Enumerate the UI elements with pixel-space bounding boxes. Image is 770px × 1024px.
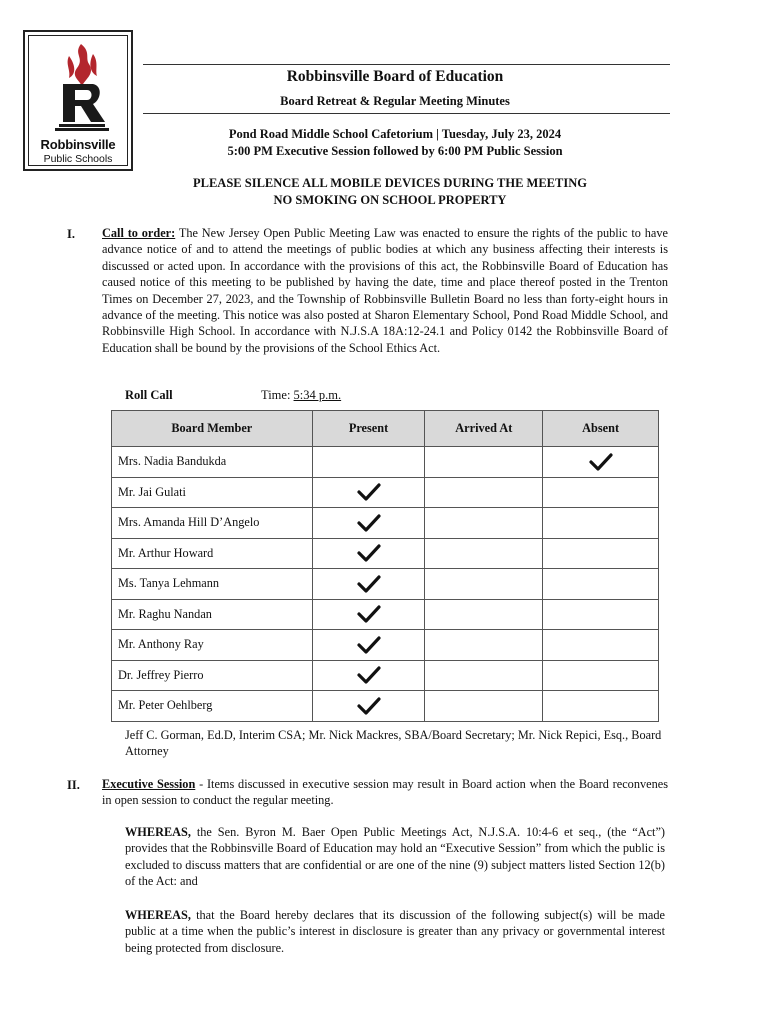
board-member-name: Dr. Jeffrey Pierro (112, 660, 313, 691)
whereas-2-lead: WHEREAS, (125, 908, 191, 922)
arrived-at-cell (425, 447, 543, 478)
executive-session-paragraph (102, 776, 668, 809)
arrived-at-cell (425, 660, 543, 691)
absent-cell (543, 630, 659, 661)
board-member-name: Ms. Tanya Lehmann (112, 569, 313, 600)
column-header-arrived-at: Arrived At (425, 411, 543, 447)
board-member-name: Mrs. Amanda Hill D’Angelo (112, 508, 313, 539)
meeting-notice (110, 175, 670, 209)
absent-cell (543, 508, 659, 539)
roll-call-label: Roll Call (125, 388, 173, 402)
table-row (112, 691, 659, 722)
table-row (112, 569, 659, 600)
arrived-at-cell (425, 599, 543, 630)
absent-cell (543, 660, 659, 691)
board-member-name: Mrs. Nadia Bandukda (112, 447, 313, 478)
board-member-name: Mr. Raghu Nandan (112, 599, 313, 630)
absent-cell (543, 477, 659, 508)
arrived-at-cell (425, 508, 543, 539)
column-header-present: Present (312, 411, 425, 447)
checkmark-icon (357, 515, 381, 529)
checkmark-icon (357, 545, 381, 559)
absent-cell (543, 447, 659, 478)
present-cell (312, 447, 425, 478)
meeting-sessions: 5:00 PM Executive Session followed by 6:00 PM Public Session (227, 144, 563, 158)
call-to-order-paragraph (102, 225, 668, 356)
checkmark-icon (357, 637, 381, 651)
arrived-at-cell (425, 630, 543, 661)
arrived-at-cell (425, 691, 543, 722)
roll-call-header-row (112, 411, 659, 447)
checkmark-icon (357, 576, 381, 590)
present-cell (312, 630, 425, 661)
section-1-numeral: I. (67, 227, 75, 241)
checkmark-icon (357, 667, 381, 681)
call-to-order-heading: Call to order: (102, 226, 176, 240)
meeting-location: Pond Road Middle School Cafetorium | Tuesday, July 23, 2024 (228, 127, 562, 141)
silence-notice: PLEASE SILENCE ALL MOBILE DEVICES DURING THE MEETING (193, 176, 587, 190)
logo-tagline: Public Schools (43, 153, 113, 165)
whereas-1-text: the Sen. Byron M. Baer Open Public Meetings Act, N.J.S.A. 10:4-6 et seq., (the “Act”) provides that the Robbinsville Board of Education may hold an “Executive Session” from which the public is excluded to discuss matters that are confidential or are one of the nine (9) subject matters listed Section 12(b) of the Act: and (125, 825, 665, 889)
present-cell (312, 691, 425, 722)
roll-call-time-value: 5:34 p.m. (293, 388, 342, 402)
roll-call-table (111, 410, 659, 722)
absent-cell (543, 538, 659, 569)
whereas-2-text: that the Board hereby declares that its discussion of the following subject(s) will be made public at a time when the public’s interest in disclosure is greater than any privacy or governmental interest being protected from disclosure. (125, 908, 665, 955)
present-cell (312, 477, 425, 508)
executive-session-heading: Executive Session (102, 777, 196, 791)
column-header-board-member: Board Member (112, 411, 313, 447)
present-cell (312, 660, 425, 691)
table-row (112, 599, 659, 630)
meeting-details (140, 126, 650, 160)
table-row (112, 508, 659, 539)
document-title: Robbinsville Board of Education (286, 68, 504, 85)
roll-call-time (261, 388, 341, 403)
executive-session-text: - Items discussed in executive session may result in Board action when the Board reconvenes in open session to conduct the regular meeting. (102, 777, 668, 808)
absent-cell (543, 569, 659, 600)
present-cell (312, 538, 425, 569)
whereas-paragraph-1 (125, 824, 665, 890)
logo-wordmark: Robbinsville (40, 137, 116, 152)
checkmark-icon (357, 698, 381, 712)
checkmark-icon (357, 606, 381, 620)
table-row (112, 660, 659, 691)
whereas-paragraph-2 (125, 907, 665, 956)
call-to-order-text: The New Jersey Open Public Meeting Law was enacted to ensure the rights of the public to have advance notice of and to attend the meetings of public bodies at which any business affecting their interests is discussed or acted upon. In accordance with the provisions of this act, the Robbinsville Board of Education has caused notice of this meeting to be published by having the date, time and place thereof posted in the Trenton Times on December 27, 2023, and the Township of Robbinsville Bulletin Board no less than forty-eight hours in advance of the meeting. This notice was also posted at Sharon Elementary School, Pond Road Middle School, and Robbinsville High School. In accordance with N.J.S.A 18A:12-24.1 and Policy 0142 the Robbinsville Board of Education shall be bound by the provisions of the School Ethics Act. (102, 226, 668, 355)
arrived-at-cell (425, 538, 543, 569)
board-member-name: Mr. Arthur Howard (112, 538, 313, 569)
table-row (112, 477, 659, 508)
document-subtitle: Board Retreat & Regular Meeting Minutes (280, 94, 510, 108)
arrived-at-cell (425, 477, 543, 508)
table-row (112, 447, 659, 478)
roll-call-time-label: Time: (261, 388, 294, 402)
absent-cell (543, 599, 659, 630)
board-member-name: Mr. Jai Gulati (112, 477, 313, 508)
table-row (112, 538, 659, 569)
header-rule-bottom (143, 113, 670, 114)
whereas-1-lead: WHEREAS, (125, 825, 191, 839)
arrived-at-cell (425, 569, 543, 600)
present-cell (312, 599, 425, 630)
column-header-absent: Absent (543, 411, 659, 447)
board-member-name: Mr. Anthony Ray (112, 630, 313, 661)
district-logo (23, 30, 133, 171)
present-cell (312, 569, 425, 600)
staff-present: Jeff C. Gorman, Ed.D, Interim CSA; Mr. Nick Mackres, SBA/Board Secretary; Mr. Nick Repici, Esq., Board Attorney (125, 728, 662, 759)
present-cell (312, 508, 425, 539)
checkmark-icon (357, 484, 381, 498)
torch-icon (55, 42, 109, 132)
absent-cell (543, 691, 659, 722)
header-rule-top (143, 64, 670, 65)
board-member-name: Mr. Peter Oehlberg (112, 691, 313, 722)
smoking-notice: NO SMOKING ON SCHOOL PROPERTY (273, 193, 507, 207)
section-2-numeral: II. (67, 778, 80, 792)
checkmark-icon (589, 454, 613, 468)
table-row (112, 630, 659, 661)
